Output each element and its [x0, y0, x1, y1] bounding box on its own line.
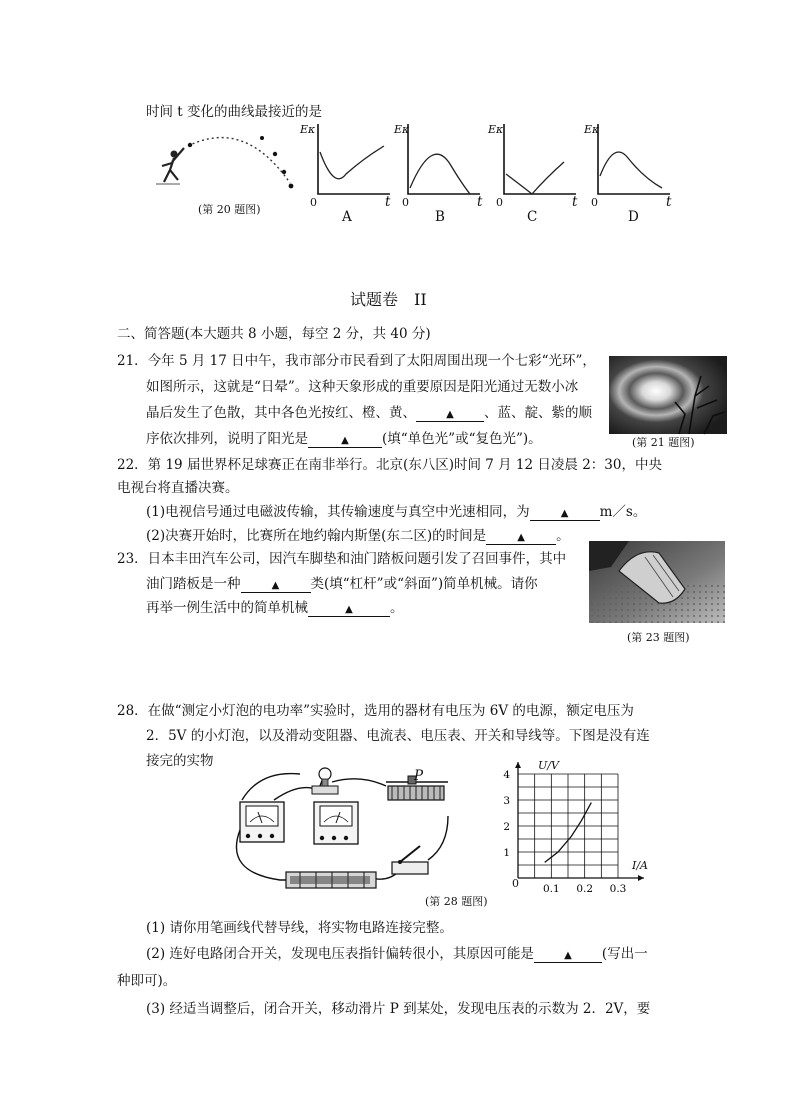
q21-blank-1[interactable] [416, 407, 484, 422]
q21-line-3-suffix: 、蓝、靛、紫的顺 [484, 405, 592, 421]
answer-blank-marker: ▲ [341, 435, 349, 446]
q23-line-1: 23．日本丰田汽车公司，因汽车脚垫和油门踏板问题引发了召回事件，其中 [117, 551, 567, 567]
answer-blank-marker: ▲ [517, 532, 525, 543]
q22-sub-2-prefix: (2)决赛开始时，比赛所在地约翰内斯堡(东二区)的时间是 [146, 528, 487, 544]
q28-sub-2 [146, 948, 648, 963]
y-tick-label: 4 [503, 769, 510, 781]
q21-figure-caption: (第 21 题图) [632, 436, 695, 449]
q21-line-4-suffix: (填“单色光”或“复色光”)。 [382, 431, 542, 447]
q20-stem-tail: 时间 t 变化的曲线最接近的是 [146, 104, 323, 120]
q28-graph-xlabel: I/A [632, 859, 648, 872]
q28-figure-caption: (第 28 题图) [425, 895, 488, 908]
q23-line-3-suffix: 。 [390, 600, 404, 616]
q22-line-2: 电视台将直播决赛。 [117, 480, 239, 496]
q20-d-ylabel: Eκ [584, 123, 600, 136]
y-tick-label: 2 [503, 821, 510, 833]
q20-figure-caption: (第 20 题图) [198, 203, 261, 216]
q20-a-ylabel: Eκ [300, 123, 316, 136]
q23-pedal-photo [589, 541, 725, 623]
q22-sub-1-prefix: (1)电视信号通过电磁波传输，其传输速度与真空中光速相同，为 [146, 504, 530, 520]
paper-title: 试题卷 II [350, 290, 427, 309]
q28-sub-2-prefix: (2) 连好电路闭合开关，发现电压表指针偏转很小，其原因可能是 [146, 946, 534, 962]
q28-ui-graph [500, 760, 660, 895]
q22-sub-1-suffix: m／s。 [599, 504, 647, 520]
q20-c-ylabel: Eκ [488, 123, 504, 136]
q23-blank-1[interactable] [241, 578, 311, 593]
q20-throw-illustration [150, 128, 300, 208]
q20-option-c-letter: C [527, 209, 538, 225]
q20-option-d-letter: D [628, 209, 639, 225]
q21-blank-2[interactable] [308, 433, 382, 448]
q22-line-1: 22．第 19 届世界杯足球赛正在南非举行。北京(东八区)时间 7 月 12 日凌晨 2：30，中央 [117, 457, 662, 473]
q21-line-2: 如图所示，这就是“日晕”。这种天象形成的重要原因是阳光通过无数小冰 [146, 379, 579, 395]
q28-graph-origin: 0 [512, 877, 519, 890]
answer-blank-marker: ▲ [271, 580, 280, 591]
q28-sub-1: (1) 请你用笔画线代替导线，将实物电路连接完整。 [146, 920, 453, 936]
q21-line-1: 21．今年 5 月 17 日中午，我市部分市民看到了太阳周围出现一个七彩“光环”， [117, 353, 596, 369]
y-tick-label: 1 [503, 847, 510, 859]
q28-sub-3: (3) 经适当调整后，闭合开关，移动滑片 P 到某处，发现电压表的示数为 2．2V，要 [146, 1001, 651, 1017]
q20-graph-a [312, 122, 392, 202]
q23-line-3-prefix: 再举一例生活中的简单机械 [146, 600, 308, 616]
x-tick-label: 0.3 [609, 883, 627, 895]
q28-graph-ylabel: U/V [538, 759, 559, 772]
q22-sub-2-suffix: 。 [556, 528, 570, 544]
q20-c-xlabel: t [572, 194, 578, 210]
q21-line-3-prefix: 晶后发生了色散，其中各色光按红、橙、黄、 [146, 405, 416, 421]
q20-graph-c [498, 122, 578, 202]
q28-line-1: 28．在做“测定小灯泡的电功率”实验时，选用的器材有电压为 6V 的电源，额定电压为 [117, 703, 634, 719]
q20-d-origin: 0 [591, 196, 598, 209]
section-heading: 二、简答题(本大题共 8 小题，每空 2 分，共 40 分) [117, 326, 431, 342]
q28-line-3: 接完的实物 [146, 753, 214, 769]
q21-line-4-prefix: 序依次排列，说明了阳光是 [146, 431, 308, 447]
q28-blank-1[interactable] [534, 948, 602, 963]
x-tick-label: 0.1 [542, 883, 560, 895]
q22-sub-1 [146, 506, 646, 521]
q20-b-origin: 0 [402, 196, 409, 209]
q28-sub-2-continued: 种即可)。 [117, 973, 177, 989]
q23-line-2-suffix: 类(填“杠杆”或“斜面”)简单机械。请你 [310, 576, 538, 592]
q20-b-xlabel: t [477, 194, 483, 210]
q23-line-3 [146, 602, 404, 617]
q23-line-2-prefix: 油门踏板是一种 [146, 576, 241, 592]
q22-sub-2 [146, 530, 570, 545]
q28-rheostat-label: P [414, 768, 424, 784]
q21-line-4 [146, 433, 542, 448]
q21-line-3 [146, 407, 592, 422]
y-axis-arrow [515, 762, 521, 768]
q28-line-2: 2．5V 的小灯泡，以及滑动变阻器、电流表、电压表、开关和导线等。下图是没有连 [146, 728, 650, 744]
answer-blank-marker: ▲ [345, 604, 353, 615]
q20-option-b-letter: B [435, 209, 445, 225]
y-tick-label: 3 [503, 795, 510, 807]
answer-blank-marker: ▲ [560, 508, 569, 519]
answer-blank-marker: ▲ [564, 950, 572, 961]
answer-blank-marker: ▲ [446, 409, 454, 420]
q23-figure-caption: (第 23 题图) [627, 631, 690, 644]
q20-d-xlabel: t [666, 194, 672, 210]
x-axis-arrow [638, 875, 644, 881]
q20-graph-b [402, 122, 482, 202]
q28-circuit-diagram [220, 760, 470, 895]
q20-graph-d [592, 122, 672, 202]
q21-halo-photo [609, 356, 727, 434]
q20-a-xlabel: t [385, 194, 391, 210]
q20-option-a-letter: A [342, 209, 352, 225]
x-tick-label: 0.2 [576, 883, 594, 895]
q20-c-origin: 0 [496, 196, 503, 209]
q23-line-2 [146, 578, 538, 593]
q22-blank-1[interactable] [530, 506, 600, 521]
q28-sub-2-suffix: (写出一 [601, 946, 648, 962]
q23-blank-2[interactable] [308, 602, 390, 617]
q20-b-ylabel: Eκ [394, 123, 410, 136]
q22-blank-2[interactable] [486, 530, 556, 545]
q20-a-origin: 0 [310, 196, 317, 209]
